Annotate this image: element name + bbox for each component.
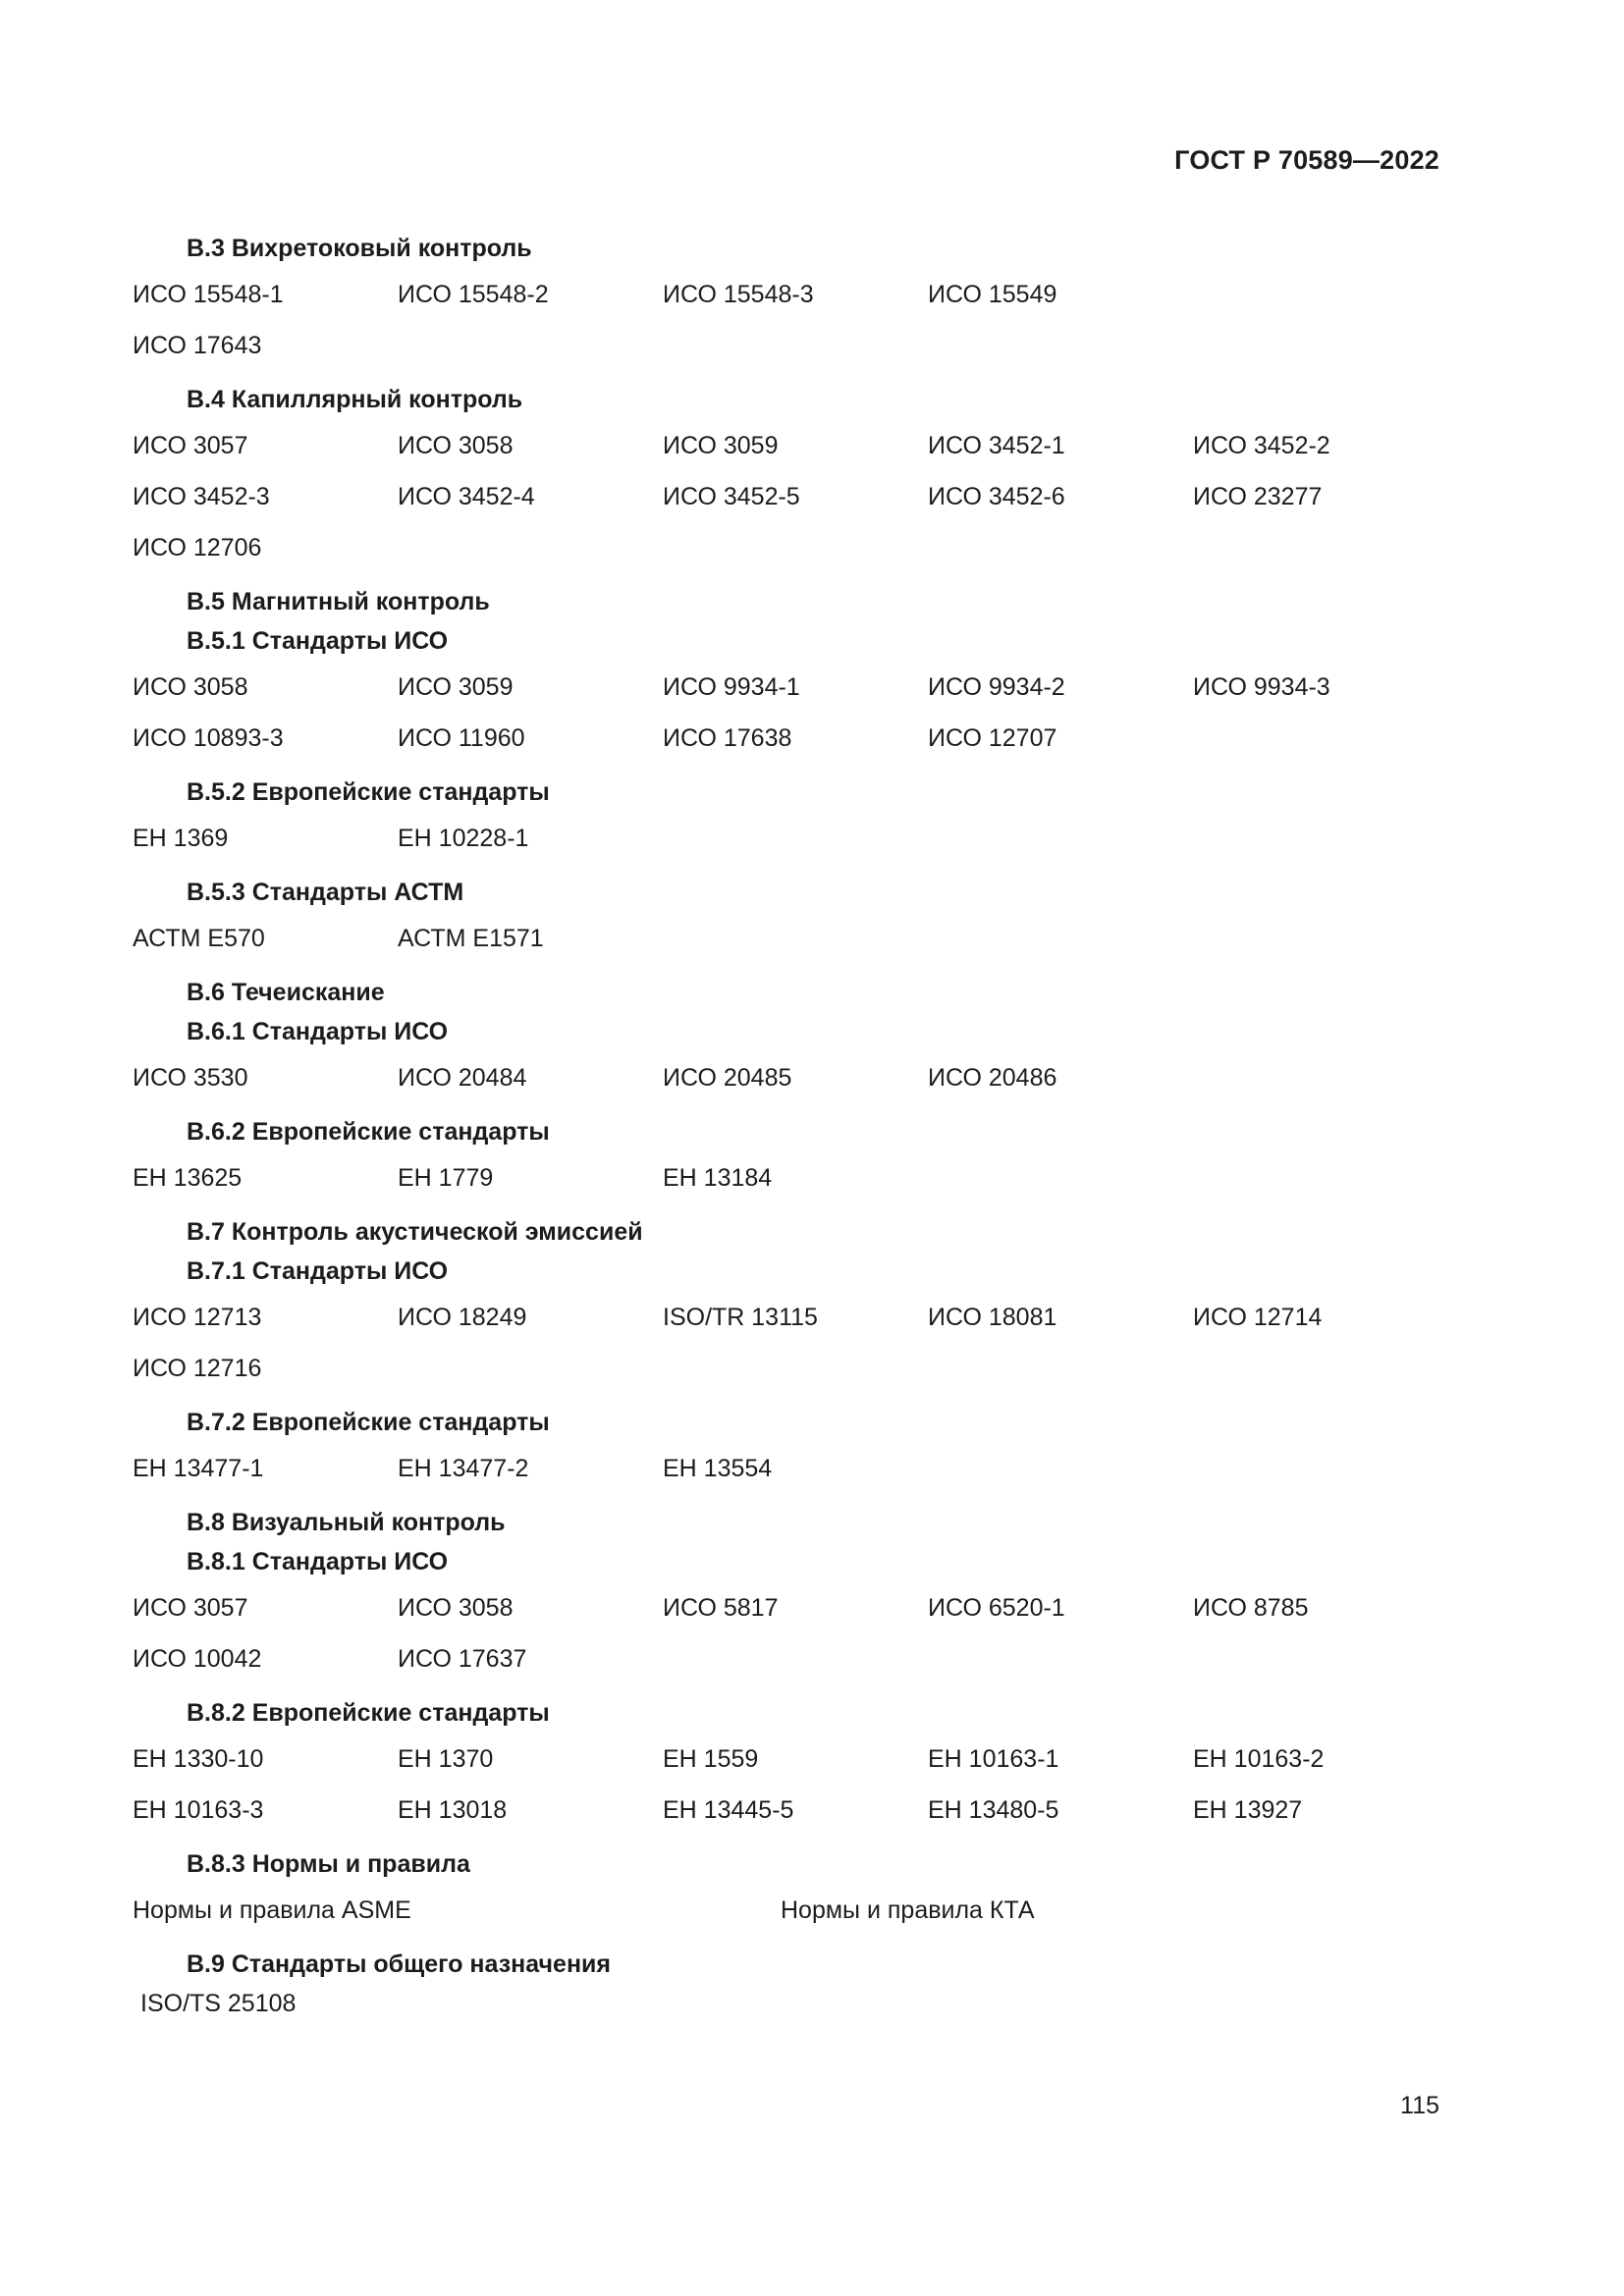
standard-ref: ИСО 12706 [133, 534, 262, 561]
standard-ref: ЕН 1330-10 [133, 1745, 264, 1773]
standard-ref: ИСО 3452-1 [928, 432, 1065, 459]
standard-ref: ЕН 13477-1 [133, 1455, 264, 1482]
standard-ref: ИСО 3452-5 [663, 483, 800, 510]
subsection-heading: В.8.2 Европейские стандарты [187, 1699, 550, 1727]
standards-row [133, 1786, 1438, 1835]
section-heading: В.4 Капиллярный контроль [187, 386, 523, 413]
standards-row [133, 1735, 1438, 1784]
standard-ref: ЕН 13625 [133, 1164, 243, 1192]
standard-ref: ИСО 17643 [133, 332, 262, 359]
standard-ref: ЕН 13018 [398, 1796, 508, 1824]
subsection-heading: В.5.3 Стандарты АСТМ [187, 879, 464, 906]
standard-ref: ИСО 15548-2 [398, 281, 549, 308]
section-heading: В.6 Течеискание [187, 979, 385, 1006]
standard-ref: ЕН 10163-1 [928, 1745, 1059, 1773]
standard-ref: ЕН 10163-2 [1193, 1745, 1325, 1773]
standards-row [133, 914, 1438, 963]
standard-ref: ИСО 12707 [928, 724, 1057, 752]
subsection-heading: В.7.2 Европейские стандарты [187, 1409, 550, 1436]
standard-ref: ИСО 3058 [398, 432, 514, 459]
standard-ref: ИСО 10042 [133, 1645, 262, 1673]
subsection-heading: В.8.3 Нормы и правила [187, 1850, 470, 1878]
standards-row [133, 270, 1438, 319]
standard-ref: ЕН 10228-1 [398, 825, 529, 852]
standard-ref: ИСО 3059 [398, 673, 514, 701]
standard-ref: ЕН 13477-2 [398, 1455, 529, 1482]
standards-list [133, 219, 1438, 2023]
standards-row [133, 1153, 1438, 1202]
standards-row [133, 1293, 1438, 1342]
norms-ref: Нормы и правила КТА [781, 1896, 1035, 1924]
standards-row [133, 523, 1438, 572]
standard-ref: ИСО 9934-2 [928, 673, 1065, 701]
standard-ref: ИСО 20485 [663, 1064, 792, 1092]
standards-row [133, 1053, 1438, 1102]
standard-ref: ИСО 3057 [133, 1594, 248, 1622]
section [133, 229, 1438, 370]
standards-row [133, 472, 1438, 521]
standard-ref: ИСО 10893-3 [133, 724, 284, 752]
standard-ref: ИСО 9934-3 [1193, 673, 1330, 701]
section-heading: В.8 Визуальный контроль [187, 1509, 506, 1536]
standard-ref: ЕН 13927 [1193, 1796, 1303, 1824]
standard-ref: ИСО 20484 [398, 1064, 527, 1092]
standard-ref: ИСО 20486 [928, 1064, 1057, 1092]
standard-ref: ЕН 13554 [663, 1455, 773, 1482]
section [133, 1503, 1438, 1935]
standard-ref: ИСО 3452-3 [133, 483, 270, 510]
section-heading: В.7 Контроль акустической эмиссией [187, 1218, 643, 1246]
standard-ref: ISO/TS 25108 [140, 1990, 297, 2017]
standard-ref: ЕН 13445-5 [663, 1796, 794, 1824]
standard-ref: АСТМ Е1571 [398, 925, 544, 952]
subsection-heading: В.8.1 Стандарты ИСО [187, 1548, 449, 1575]
standard-ref: ЕН 1369 [133, 825, 229, 852]
section [133, 973, 1438, 1202]
standard-ref: АСТМ Е570 [133, 925, 265, 952]
standards-row [133, 814, 1438, 863]
standard-ref: ИСО 3058 [133, 673, 248, 701]
document-code: ГОСТ Р 70589—2022 [1174, 145, 1439, 175]
norms-row [133, 1886, 1438, 1935]
standard-ref: ИСО 12716 [133, 1355, 262, 1382]
standards-row [133, 1634, 1438, 1683]
standard-ref: ЕН 10163-3 [133, 1796, 264, 1824]
standard-ref: ЕН 13184 [663, 1164, 773, 1192]
standard-ref: ИСО 5817 [663, 1594, 779, 1622]
subsection-heading: В.6.1 Стандарты ИСО [187, 1018, 449, 1045]
standards-row [133, 321, 1438, 370]
section-heading: В.5 Магнитный контроль [187, 588, 490, 615]
standards-row [133, 1444, 1438, 1493]
standard-ref: ИСО 15549 [928, 281, 1057, 308]
subsection-heading: В.5.2 Европейские стандарты [187, 778, 550, 806]
standard-ref: ИСО 12713 [133, 1304, 262, 1331]
standard-ref: ИСО 3530 [133, 1064, 248, 1092]
standard-ref: ЕН 1779 [398, 1164, 494, 1192]
standard-ref: ИСО 15548-3 [663, 281, 814, 308]
subsection-heading: В.5.1 Стандарты ИСО [187, 627, 449, 655]
standard-ref: ЕН 13480-5 [928, 1796, 1059, 1824]
standards-row [133, 714, 1438, 763]
standard-ref: ИСО 3452-4 [398, 483, 535, 510]
standard-ref: ISO/TR 13115 [663, 1304, 818, 1331]
norms-ref: Нормы и правила ASME [133, 1896, 411, 1924]
standard-ref: ИСО 18249 [398, 1304, 527, 1331]
section-heading: В.9 Стандарты общего назначения [187, 1950, 612, 1978]
standard-ref: ИСО 3059 [663, 432, 779, 459]
standard-ref: ЕН 1559 [663, 1745, 759, 1773]
page-number: 115 [1400, 2092, 1439, 2119]
standards-row [133, 1344, 1438, 1393]
standard-ref: ИСО 12714 [1193, 1304, 1323, 1331]
section [133, 1945, 1438, 2023]
section [133, 582, 1438, 963]
subsection-heading: В.7.1 Стандарты ИСО [187, 1257, 449, 1285]
standard-ref: ИСО 6520-1 [928, 1594, 1065, 1622]
standard-ref: ИСО 11960 [398, 724, 525, 752]
standard-ref: ИСО 9934-1 [663, 673, 800, 701]
standard-ref: ИСО 3452-2 [1193, 432, 1330, 459]
standards-row [133, 1583, 1438, 1632]
standard-ref: ИСО 15548-1 [133, 281, 284, 308]
standards-row [133, 421, 1438, 470]
standards-row [133, 663, 1438, 712]
standard-ref: ИСО 3058 [398, 1594, 514, 1622]
standard-ref: ИСО 17638 [663, 724, 792, 752]
standard-ref: ИСО 23277 [1193, 483, 1323, 510]
standard-ref: ЕН 1370 [398, 1745, 494, 1773]
standard-ref: ИСО 17637 [398, 1645, 527, 1673]
section [133, 1212, 1438, 1493]
section-heading: В.3 Вихретоковый контроль [187, 235, 532, 262]
standard-ref: ИСО 3452-6 [928, 483, 1065, 510]
standard-ref: ИСО 18081 [928, 1304, 1057, 1331]
standard-ref: ИСО 8785 [1193, 1594, 1309, 1622]
subsection-heading: В.6.2 Европейские стандарты [187, 1118, 550, 1146]
section [133, 380, 1438, 572]
standard-ref: ИСО 3057 [133, 432, 248, 459]
